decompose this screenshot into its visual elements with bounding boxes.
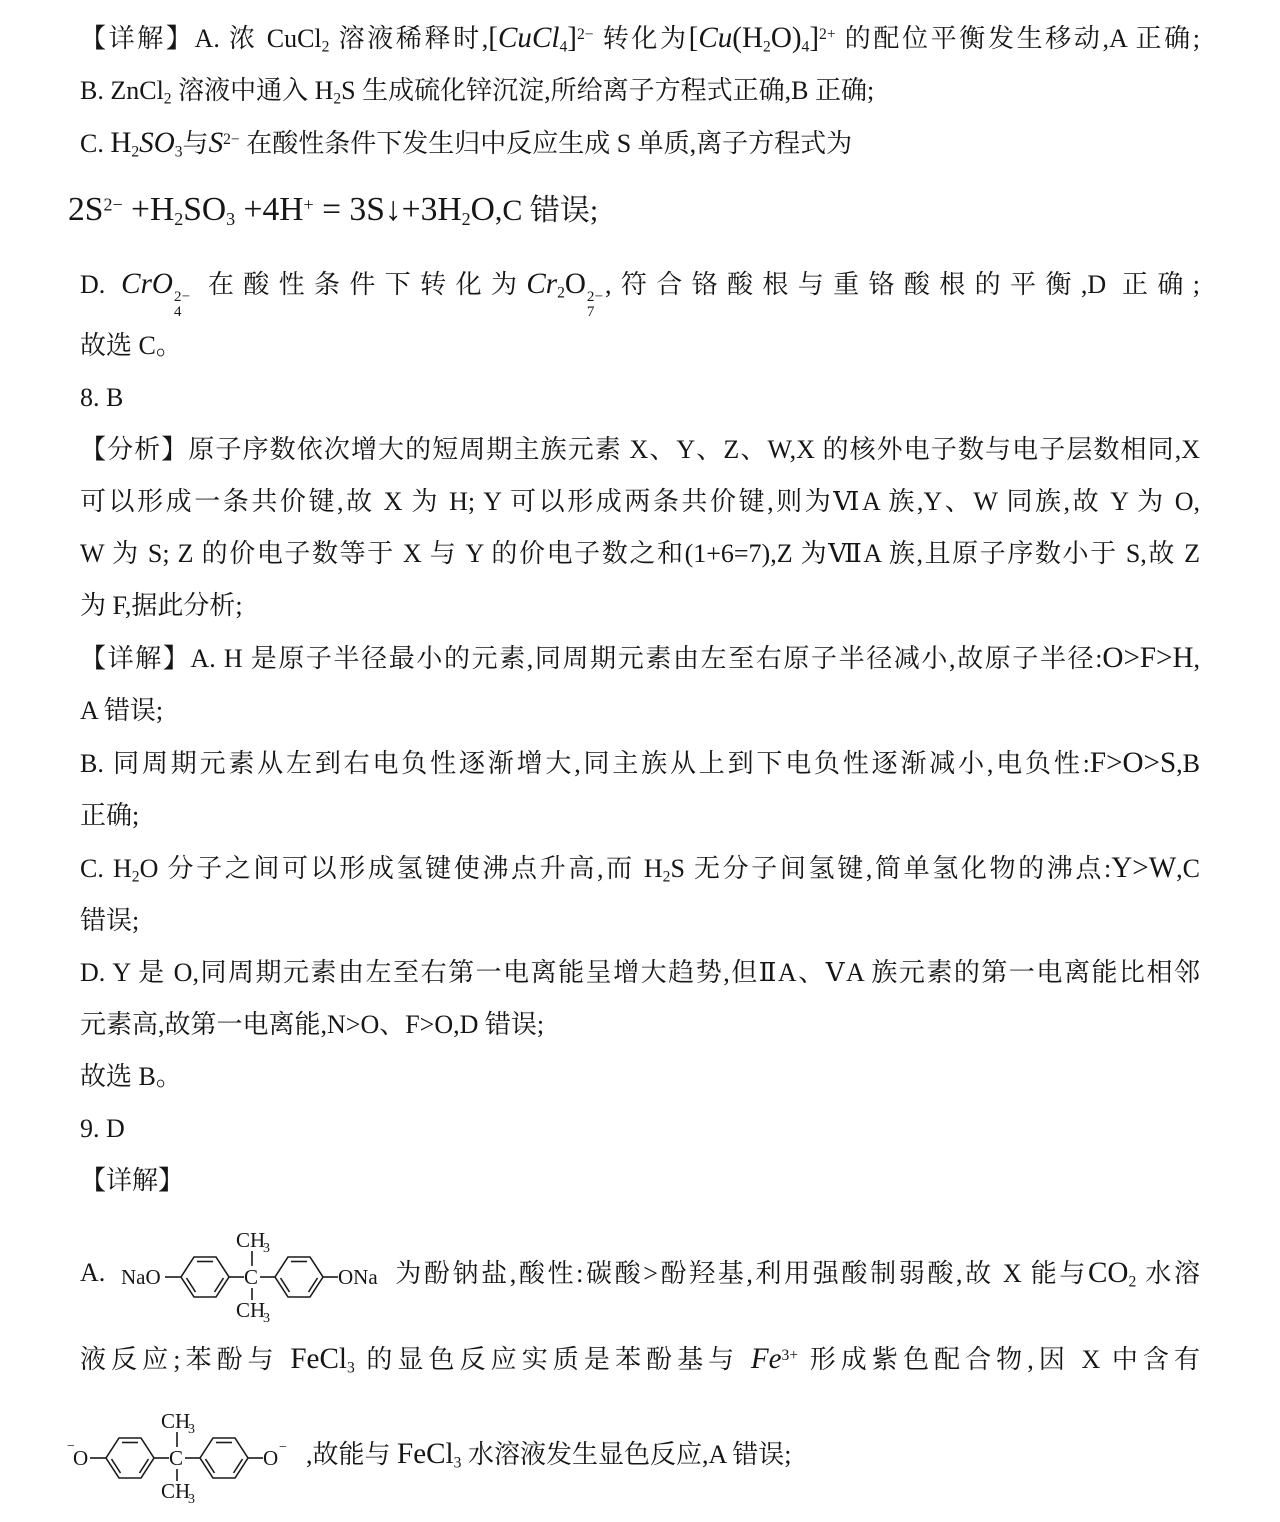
text-line: 故选 C。 bbox=[80, 331, 182, 361]
option-a-label: A. bbox=[80, 1258, 106, 1288]
text-line: C. $H_2O$ 分子之间可以形成氢键使沸点升高,而 $H_2S$ 无分子间氢键,简单氢化物的沸点:Y>W,C bbox=[80, 852, 1201, 886]
text-line: B. ZnCl$_2$ 溶液中通入 $H_2S$ 生成硫化锌沉淀,所给离子方程式正确,B 正确; bbox=[80, 76, 875, 108]
text-line: 错误; bbox=[80, 906, 140, 936]
benzene-ring-right bbox=[275, 1257, 323, 1297]
sodium-oxide-right-label: ONa bbox=[338, 1265, 378, 1290]
sodium-oxide-left-label: NaO bbox=[121, 1265, 161, 1290]
benzene-ring-left bbox=[106, 1438, 154, 1478]
text-line: 【详解】A. 浓 CuCl$_2$ 溶液稀释时,[CuCl$_4$]$^{2-}$ 转化为$[Cu(H_2O)_4]^{2+}$ 的配位平衡发生移动,A 正确; bbox=[80, 22, 1200, 56]
text-line: 正确; bbox=[80, 801, 140, 831]
left-charge-label: − bbox=[67, 1439, 75, 1455]
text-line: 故选 B。 bbox=[80, 1062, 182, 1092]
text-line: 【详解】 bbox=[80, 1166, 185, 1196]
structure-b-caption: ,故能与 FeCl$_3$ 水溶液发生显色反应,A 错误; bbox=[306, 1437, 792, 1472]
text-line: 可以形成一条共价键,故 X 为 H; Y 可以形成两条共价键,则为ⅥA 族,Y、W 同族,故 Y 为 O, bbox=[80, 487, 1200, 517]
structure-a-caption: 为酚钠盐,酸性:碳酸>酚羟基,利用强酸制弱酸,故 X 能与$CO_2$ 水溶 bbox=[395, 1256, 1200, 1291]
central-carbon-label: C bbox=[169, 1446, 184, 1471]
methyl-top-label: CH bbox=[161, 1409, 191, 1434]
text-line: D. Y 是 O,同周期元素由左至右第一电离能呈增大趋势,但ⅡA、ⅤA 族元素的第一电离能比相邻 bbox=[80, 958, 1200, 988]
bisphenol-a-disodium-structure bbox=[121, 1221, 387, 1325]
methyl-bottom-label: CH bbox=[161, 1479, 191, 1504]
text-line: W 为 S; Z 的价电子数等于 X 与 Y 的价电子数之和(1+6=7),Z 为ⅦA 族,且原子序数小于 S,故 Z bbox=[80, 539, 1200, 569]
methyl-top-label: CH bbox=[236, 1228, 266, 1253]
text-line: 液反应;苯酚与 FeCl$_3$ 的显色反应实质是苯酚基与 $Fe^{3+}$ 形成紫色配合物,因 X 中含有 bbox=[80, 1343, 1200, 1377]
text-line: 为 F,据此分析; bbox=[80, 591, 243, 621]
text-line: $2S^{2-} +H_2SO_3 +4H^+$ = $3S↓+3H_2O,C$ 错误; bbox=[68, 191, 599, 230]
benzene-ring-right bbox=[200, 1438, 248, 1478]
benzene-ring-left bbox=[181, 1257, 229, 1297]
oxide-left-label: O bbox=[73, 1446, 89, 1471]
text-line: B. 同周期元素从左到右电负性逐渐增大,同主族从上到下电负性逐渐减小,电负性:F>O>S,B bbox=[80, 747, 1200, 780]
bisphenolate-anion-structure bbox=[66, 1402, 298, 1506]
right-charge-label: − bbox=[279, 1440, 287, 1456]
text-line: 元素高,故第一电离能,N>O、F>O,D 错误; bbox=[80, 1010, 545, 1040]
methyl-bottom-subscript: 3 bbox=[188, 1492, 195, 1507]
text-line: 9. D bbox=[80, 1114, 125, 1144]
central-carbon-label: C bbox=[244, 1265, 259, 1290]
text-line: 【分析】原子序数依次增大的短周期主族元素 X、Y、Z、W,X 的核外电子数与电子层数相同,X bbox=[80, 435, 1200, 465]
methyl-bottom-label: CH bbox=[236, 1298, 266, 1323]
methyl-bottom-subscript: 3 bbox=[263, 1311, 271, 1326]
text-line: C. $H_2SO_3$与$S^{2-}$ 在酸性条件下发生归中反应生成 S 单质,离子方程式为 bbox=[80, 127, 853, 161]
methyl-top-subscript: 3 bbox=[263, 1241, 271, 1257]
text-line: 【详解】A. H 是原子半径最小的元素,同周期元素由左至右原子半径减小,故原子半径:O>F>H, bbox=[80, 642, 1200, 675]
document-lines bbox=[68, 12, 1201, 1207]
document-lines-2 bbox=[80, 1333, 1200, 1386]
methyl-top-subscript: 3 bbox=[188, 1422, 195, 1438]
stacked-charge: 2− 7 bbox=[586, 288, 603, 320]
text-line: 8. B bbox=[80, 383, 124, 413]
oxide-right-label: O bbox=[263, 1446, 279, 1471]
stacked-charge: 2− 4 bbox=[173, 288, 190, 320]
structure-line-a bbox=[80, 1221, 1200, 1325]
text-line: D. CrO 2− 4 在酸性条件下转化为$Cr_2O$ 2− 7 ,符合铬酸根与重铬酸根的平衡,D 正确; bbox=[80, 268, 1200, 320]
text-line: A 错误; bbox=[80, 696, 164, 726]
structure-line-b bbox=[66, 1402, 1200, 1506]
